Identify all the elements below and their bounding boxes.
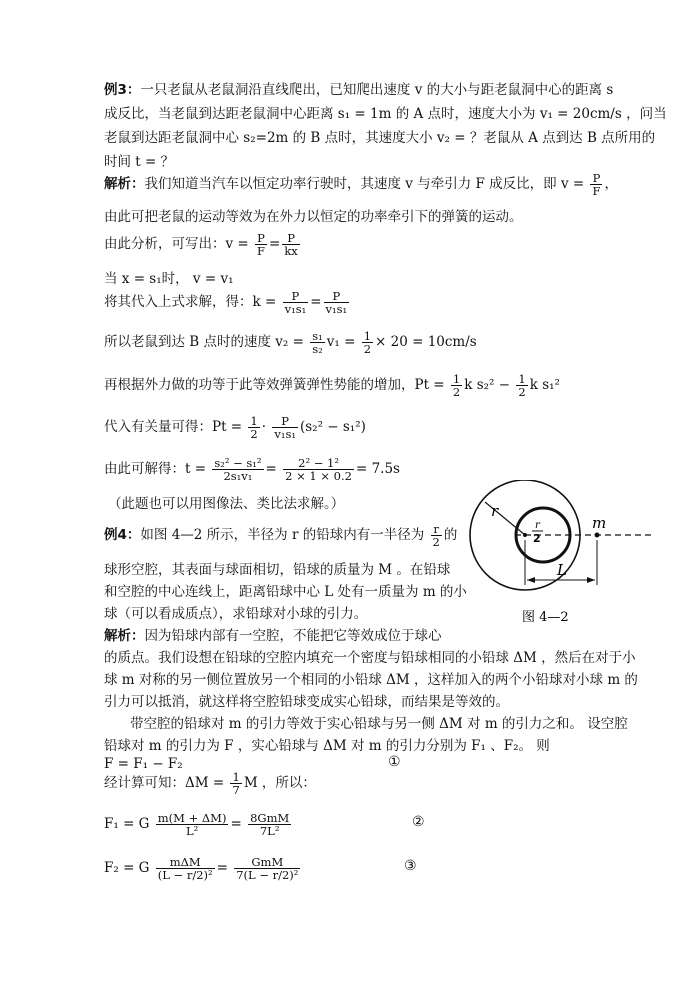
ex4-line3: 和空腔的中心连线上，距离铅球中心 L 处有一质量为 m 的小 [104,584,467,600]
fraction-p-over-v1s1: $\frac{P}{\text{v₁s₁}}$ [274,414,296,441]
ex3-line2: 成反比，当老鼠到达距老鼠洞中心距离 s₁ = 1m 的 A 点时，速度大小为 v₁ = 20cm/s ，问当 [104,106,667,122]
sol4-line5: 带空腔的铅球对 m 的引力等效于实心铅球与另一侧 ΔM 对 m 的引力之和。 设空腔 [130,716,628,732]
sol3-plug: 代入有关量可得：Pt = $\frac{1}{2}$ · $\frac{P}{\text{v₁s₁}}$ (s₂² − s₁²) [104,414,366,441]
arrowhead-left [527,577,535,583]
fraction-p-over-f: $\frac{P}{F}$ [592,171,601,198]
ex4-label: 例4： [104,527,141,543]
label-r: r [491,502,499,520]
fraction-f2-result: $\frac{\text{GmM}}{\text{7(L − r/2)²}}$ [236,855,299,882]
fraction-t-numeric: $\frac{\text{2² − 1²}}{2 \times 1 \times 0.2}$ [285,456,352,483]
fraction-one-half: $\frac{1}{2}$ [518,372,526,399]
sol4-calc: 经计算可知：ΔM = $\frac{1}{7}$ M ，所以： [104,770,316,797]
circled-3: ③ [404,858,417,874]
arrowhead-right [587,577,595,583]
fraction-one-half: $\frac{1}{2}$ [363,329,372,356]
sol3-speed: 所以老鼠到达 B 点时的速度 v₂ = $\frac{\text{s₁}}{\text{s₂}}$ v₁ = $\frac{1}{2}$ × 20 = 10cm/s [104,329,477,356]
label-half-r-den: 2 [533,532,541,545]
fraction-f1: $\frac{m(M + \Delta M)}{\text{L²}}$ [157,811,227,838]
sol4-eq2: F₁ = G $\frac{m(M + \Delta M)}{\text{L²}}$ = $\frac{\text{8GmM}}{\text{7L²}}$ [104,811,290,838]
ex4-line1: 例4：如图 4—2 所示，半径为 r 的铅球内有一半径为 $\frac{r}{2}$ 的 [104,522,458,549]
ex3-line4: 时间 t = ？ [104,154,175,170]
sol4-line1: 解析：因为铅球内部有一空腔，不能把它等效成位于球心 [104,628,442,644]
sol3-analysis: 由此分析，可写出：v = $\frac{P}{F}$ = $\frac{P}{kx}$ [104,231,298,258]
fraction-one-half: $\frac{1}{2}$ [452,372,461,399]
sol3-work: 再根据外力做的功等于此等效弹簧弹性势能的增加，Pt = $\frac{1}{2}$ k s₂² − $\frac{1}{2}$ k s₁² [104,372,560,399]
small-ball-m [595,533,600,538]
circled-1: ① [388,754,401,770]
fraction-one-seventh: $\frac{1}{7}$ [232,770,240,797]
fraction-s1-over-s2: $\frac{\text{s₁}}{\text{s₂}}$ [312,329,323,356]
fraction-p-over-v1s1: $\frac{P}{\text{v₁s₁}}$ [325,289,348,316]
fraction-t-symbolic: $\frac{\text{s₂² − s₁²}}{\text{2s₁v₁}}$ [214,456,262,483]
fraction-f1-result: $\frac{\text{8GmM}}{\text{7L²}}$ [250,811,290,838]
sol4-line4: 引力可以抵消，就这样将空腔铅球变成实心铅球，而结果是等效的。 [104,694,509,710]
fraction-p-over-v1s1: $\frac{P}{\text{v₁s₁}}$ [284,289,307,316]
fraction-r-half: $\frac{r}{2}$ [432,522,440,549]
sol3-intro: 解析：我们知道当汽车以恒定功率行驶时，其速度 v 与牵引力 F 成反比，即 v = $\frac{P}{F}$ ， [104,171,618,198]
ex3-label: 例3： [104,82,141,98]
label-m: m [592,514,607,532]
ex3-line3: 老鼠到达距老鼠洞中心 s₂=2m 的 B 点时，其速度大小 v₂ = ？老鼠从 A 点到达 B 点所用的 [104,130,656,146]
sol4-line6: 铅球对 m 的引力为 F ，实心铅球与 ΔM 对 m 的引力分别为 F₁ 、F₂。 则 [104,738,550,754]
sol3-note: （此题也可以用图像法、类比法求解。） [108,496,345,512]
fraction-one-half: $\frac{1}{2}$ [250,414,258,441]
ex4-line4: 球（可以看成质点），求铅球对小球的引力。 [104,606,368,622]
sphere-center-dot [523,533,527,537]
fraction-f2: $\frac{\text{mΔM}}{\text{(L − r/2)²}}$ [157,855,213,882]
sol4-label: 解析： [104,628,145,644]
fraction-p-over-kx: $\frac{P}{kx}$ [284,231,298,258]
sol3-substitute: 将其代入上式求解，得：k = $\frac{P}{\text{v₁s₁}}$ = $\frac{P}{\text{v₁s₁}}$ [104,289,348,316]
circled-2: ② [412,814,425,830]
ex4-line2: 球形空腔，其表面与球面相切，铅球的质量为 M 。在铅球 [104,562,451,578]
figure-4-2 [455,480,655,630]
sol3-when: 当 x = s₁时， v = v₁ [104,271,234,287]
sol4-eq3: F₂ = G $\frac{\text{mΔM}}{\text{(L − r/2)²}}$ = $\frac{\text{GmM}}{\text{7(L − r/2)²}}$ [104,855,299,882]
sol4-line3: 球 m 对称的另一侧位置放另一个相同的小铅球 ΔM ，这样加入的两个小铅球对小球 m 的 [104,672,638,688]
sol3-text2: 由此可把老鼠的运动等效为在外力以恒定的功率牵引下的弹簧的运动。 [104,209,523,225]
figure-caption: 图 4—2 [522,610,569,625]
label-half-r-num: r [535,520,540,531]
ex3-line1: 例3：一只老鼠从老鼠洞沿直线爬出，已知爬出速度 v 的大小与距老鼠洞中心的距离 s [104,82,614,98]
label-L: L [557,561,567,579]
sol3-label: 解析： [104,176,145,192]
fraction-p-over-f: $\frac{P}{F}$ [257,231,266,258]
sol3-solve: 由此可解得：t = $\frac{\text{s₂² − s₁²}}{\text{2s₁v₁}}$ = $\frac{\text{2² − 1²}}{2 \times 1 \times 0.2}$ = 7.5s [104,456,400,483]
sol4-eq1: F = F₁ − F₂ [104,756,183,772]
sol4-line2: 的质点。我们设想在铅球的空腔内填充一个密度与铅球相同的小铅球 ΔM ，然后在对于小 [104,650,636,666]
